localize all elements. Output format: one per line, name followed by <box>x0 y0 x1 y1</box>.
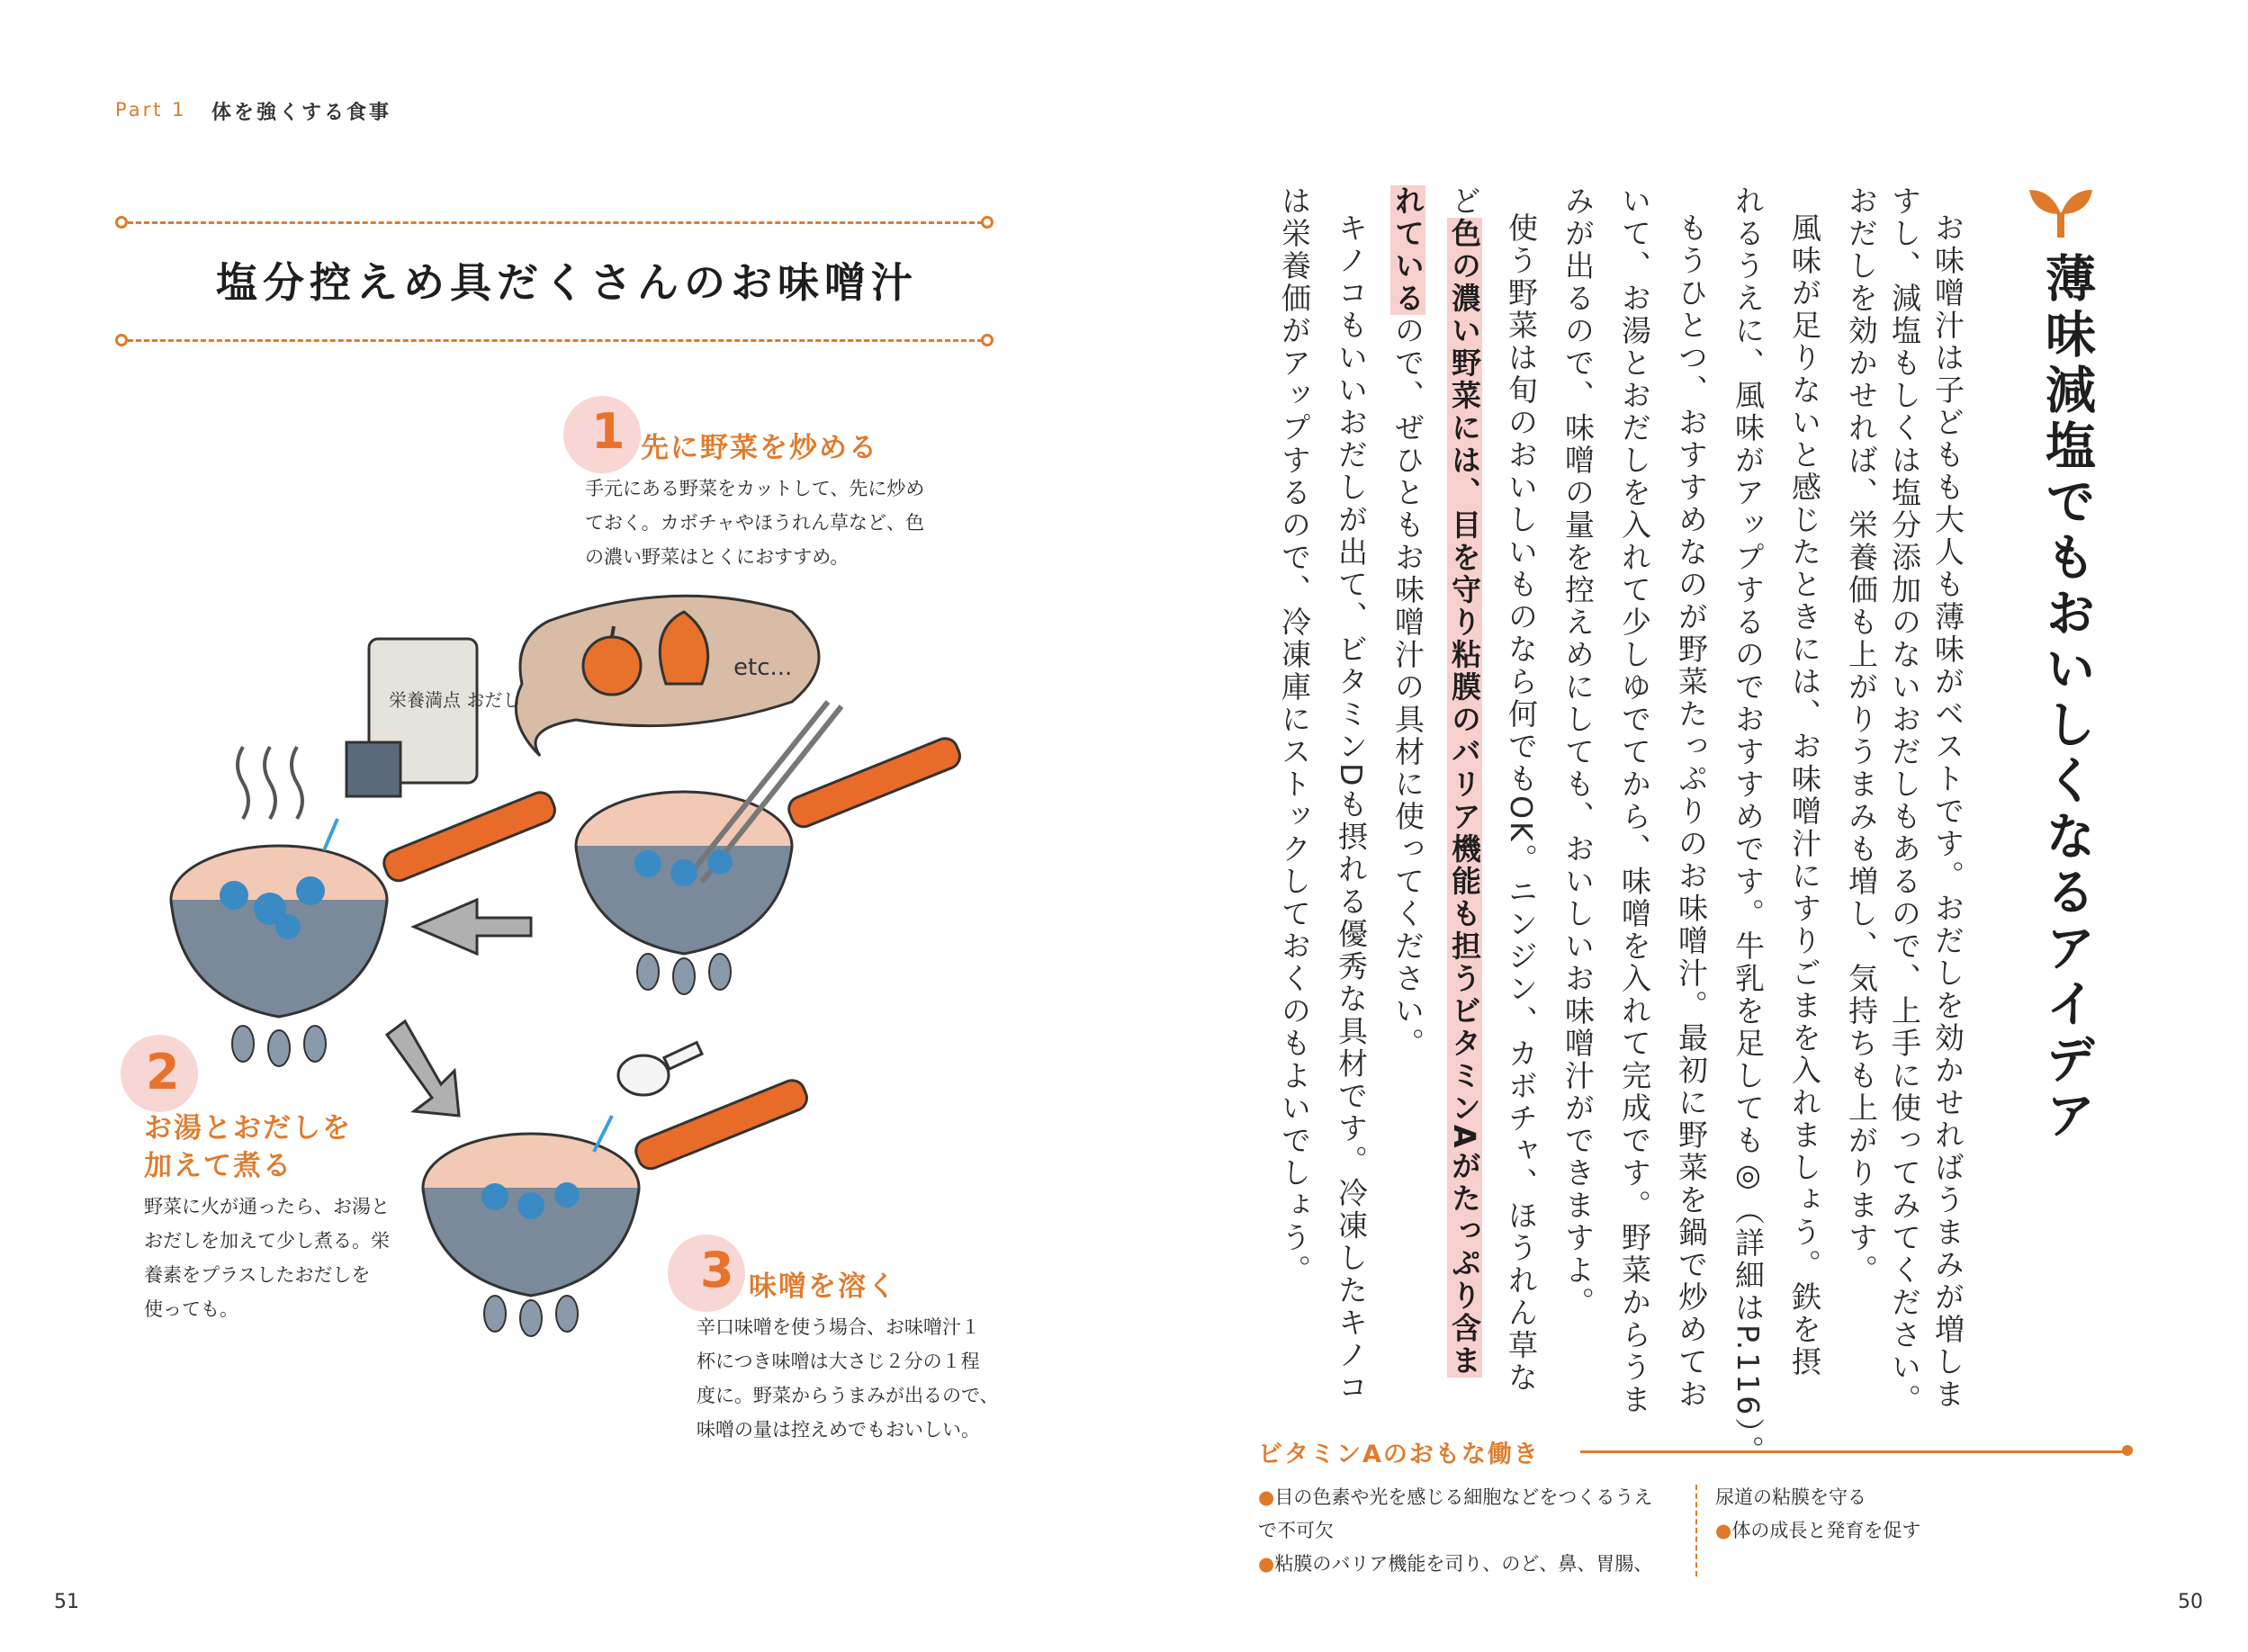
step-2-heading: お湯とおだしを 加えて煮る <box>144 1112 352 1182</box>
step-3-heading: 味噌を溶く <box>749 1270 897 1303</box>
step-1-number: 1 <box>591 403 625 460</box>
recipe-title: 塩分控えめ具だくさんのお味噌汁 <box>216 258 918 307</box>
spoon-icon <box>618 1055 669 1095</box>
svg-text:栄養満点 おだし: 栄養満点 おだし <box>389 689 521 711</box>
bubble-text: etc... <box>733 654 793 681</box>
rule-end-dot <box>2122 1445 2133 1456</box>
bullet-icon: ● <box>1258 1486 1275 1508</box>
article-column: 風味が足りないと感じたときには、お味噌汁にすりごまを入れましょう。鉄を摂 <box>1787 212 1822 1378</box>
step-3-number: 3 <box>700 1242 734 1298</box>
article-column: もうひとつ、おすすめなのが野菜たっぷりのお味噌汁。最初に野菜を鍋で炒めてお <box>1674 212 1709 1411</box>
arrow-icon <box>324 819 337 850</box>
bullet-icon: ● <box>1715 1520 1732 1541</box>
step-2-body: 野菜に火が通ったら、お湯と おだしを加えて少し煮る。栄 養素をプラスしたおだしを 使っても。 <box>144 1196 390 1320</box>
part-title: 体を強くする食事 <box>211 102 392 124</box>
miso-soup-illustration <box>144 576 1008 1386</box>
article-column: お味噌汁は子どもも大人も薄味がベストです。おだしを効かせればうまみが増しま <box>1930 212 1965 1411</box>
part-label: Part 1 <box>115 99 187 121</box>
pot-3-icon <box>423 1077 811 1336</box>
page-number-right: 50 <box>2178 1591 2203 1613</box>
step-2-number: 2 <box>146 1044 180 1100</box>
arrow-down-icon <box>387 1021 459 1116</box>
rule-dot-left <box>115 216 128 229</box>
arrow-left-icon <box>414 900 531 954</box>
article-column-highlight: れているので、ぜひともお味噌汁の具材に使ってください。 <box>1390 185 1425 1060</box>
vitamin-box-col-1: ●目の色素や光を感じる細胞などをつくるうえ で不可欠 ●粘膜のバリア機能を司り、のど、鼻、胃腸、 <box>1258 1486 1653 1575</box>
steam-icon <box>238 747 248 819</box>
vitamin-box-title: ビタミンAのおもな働き <box>1258 1441 1540 1468</box>
title-rule-bottom <box>128 339 983 342</box>
step-1-heading: 先に野菜を炒める <box>641 432 878 464</box>
pot-2-icon <box>576 702 964 994</box>
page-number-left: 51 <box>54 1591 79 1613</box>
rule-dot-right <box>981 334 994 346</box>
article-column-highlight: ど色の濃い野菜には、目を守り粘膜のバリア機能も担うビタミンAがたっぷり含ま <box>1447 185 1482 1378</box>
step-1-body: 手元にある野菜をカットして、先に炒め ておく。カボチャやほうれん草など、色 の濃い野菜はとくにおすすめ。 <box>585 478 925 568</box>
article-column: 使う野菜は旬のおいしいものなら何でもOK。ニンジン、カボチャ、ほうれん草な <box>1504 212 1539 1395</box>
article-heading: 薄味減塩でもおいしくなるアイデア <box>2037 252 2096 1145</box>
bullet-icon: ● <box>1258 1553 1275 1575</box>
article-column: みが出るので、味噌の量を控えめにしても、おいしいお味噌汁ができますよ。 <box>1560 185 1596 1319</box>
step-3-body: 辛口味噌を使う場合、お味噌汁１ 杯につき味噌は大さじ２分の１程 度に。野菜からうまみが出るので、 味噌の量は控えめでもおいしい。 <box>697 1316 999 1441</box>
article-column: おだしを効かせれば、栄養価も上がりうまみも増し、気持ちも上がります。 <box>1844 185 1879 1287</box>
vitamin-box-divider <box>1695 1485 1697 1576</box>
speech-bubble-icon <box>516 596 819 756</box>
rule-dot-left <box>115 334 128 346</box>
title-rule-top <box>128 221 983 224</box>
pumpkin-icon <box>583 637 641 695</box>
vitamin-box-col-2: 尿道の粘膜を守る ●体の成長と発育を促す <box>1715 1486 1921 1541</box>
article-column: すし、減塩もしくは塩分添加のないおだしもあるので、上手に使ってみてください。 <box>1887 185 1922 1416</box>
article-column: キノコもいいおだしが出て、ビタミンDも摂れる優秀な具材です。冷凍したキノコ <box>1334 212 1369 1405</box>
sprout-icon <box>2025 185 2097 239</box>
vitamin-box-rule <box>1580 1450 2126 1453</box>
article-column: いて、お湯とおだしを入れて少しゆでてから、味噌を入れて完成です。野菜からうま <box>1617 185 1652 1416</box>
rule-dot-right <box>981 216 994 229</box>
article-column: れるうえに、風味がアップするのでおすすめです。牛乳を足しても◎（詳細はP.116）。 <box>1731 185 1766 1468</box>
dashi-package-icon <box>346 639 520 796</box>
article-column: は栄養価がアップするので、冷凍庫にストックしておくのもよいでしょう。 <box>1277 185 1312 1287</box>
